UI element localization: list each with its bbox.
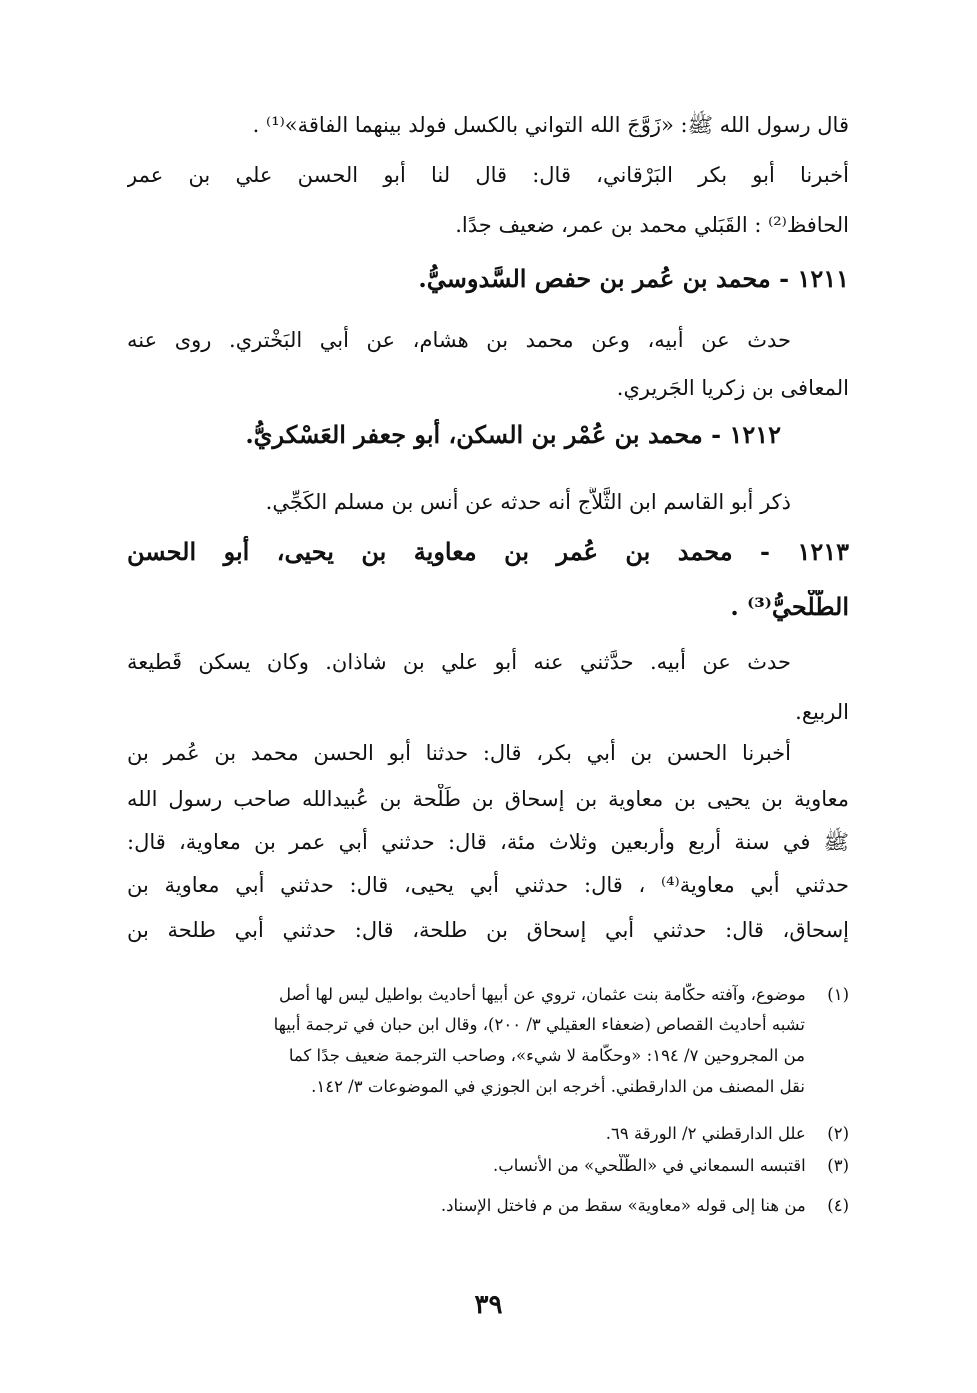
footnote-text: من هنا إلى قوله «معاوية» سقط من م فاختل الإسناد. — [440, 1196, 806, 1215]
footnote-line — [127, 1122, 849, 1146]
text-line: المعافى بن زكريا الجَريري. — [616, 376, 849, 400]
text-line: حدث عن أبيه، وعن محمد بن هشام، عن أبي البَخْتري. روى عنه — [127, 328, 791, 352]
entry-heading: الطَّلْحيُّ⁽³⁾ . — [730, 592, 849, 621]
text-line: قال رسول الله ﷺ: «زَوَّجَ الله التواني بالكسل فولد بينهما الفاقة»⁽¹⁾ . — [252, 113, 849, 137]
footnote-number: (١) — [827, 985, 849, 1004]
entry-heading: ١٢١٢ - محمد بن عُمْر بن السكن، أبو جعفر العَسْكريُّ. — [245, 420, 781, 449]
footnote-number: (٣) — [827, 1156, 849, 1175]
footnote-text: موضوع، وآفته حكّامة بنت عثمان، تروي عن أبيها أحاديث بواطيل ليس لها أصل — [279, 985, 806, 1004]
text-line: إسحاق، قال: حدثني أبي إسحاق بن طلحة، قال: حدثني أبي طلحة بن — [127, 918, 849, 942]
text-line: حدثني أبي معاوية⁽⁴⁾ ، قال: حدثني أبي يحيى، قال: حدثني أبي معاوية بن — [127, 873, 849, 897]
entry-heading: ١٢١٣ - محمد بن عُمر بن معاوية بن يحيى، أبو الحسن — [127, 537, 849, 566]
footnote-number: (٤) — [827, 1196, 849, 1215]
text-line: الربيع. — [795, 700, 849, 724]
footnote-line — [127, 1194, 849, 1218]
footnote-number: (٢) — [827, 1124, 849, 1143]
footnote-line: تشبه أحاديث القصاص (ضعفاء العقيلي ٣/ ٢٠٠)، وقال ابن حبان في ترجمة أبيها — [273, 1015, 805, 1034]
text-line: أخبرنا أبو بكر البَرْقاني، قال: قال لنا أبو الحسن علي بن عمر — [127, 163, 849, 187]
text-line: ﷺ في سنة أربع وأربعين وثلاث مئة، قال: حدثني أبي عمر بن معاوية، قال: — [127, 830, 849, 854]
page-number: ٣٩ — [474, 1290, 503, 1320]
text-line: أخبرنا الحسن بن أبي بكر، قال: حدثنا أبو الحسن محمد بن عُمر بن — [127, 741, 791, 765]
footnote-line — [127, 1154, 849, 1178]
footnote-text: اقتبسه السمعاني في «الطَّلْحي» من الأنساب. — [492, 1156, 806, 1175]
text-line: الحافظ⁽²⁾ : القَبَلي محمد بن عمر، ضعيف جدًا. — [455, 213, 849, 237]
text-line: معاوية بن يحيى بن معاوية بن إسحاق بن طَلْحة بن عُبيدالله صاحب رسول الله — [127, 787, 849, 811]
footnote-text: علل الدارقطني ٢/ الورقة ٦٩. — [605, 1124, 806, 1143]
entry-heading: ١٢١١ - محمد بن عُمر بن حفص السَّدوسيُّ. — [418, 264, 849, 293]
footnote-line — [127, 983, 849, 1007]
footnote-line: من المجروحين ٧/ ١٩٤: «وحكّامة لا شيء»، وصاحب الترجمة ضعيف جدًا كما — [288, 1046, 805, 1065]
footnote-line: نقل المصنف من الدارقطني. أخرجه ابن الجوزي في الموضوعات ٣/ ١٤٢. — [311, 1077, 805, 1096]
text-line: حدث عن أبيه. حدَّثني عنه أبو علي بن شاذان. وكان يسكن قَطيعة — [127, 650, 791, 674]
text-line: ذكر أبو القاسم ابن الثَّلاَّج أنه حدثه عن أنس بن مسلم الكَجِّي. — [265, 490, 791, 514]
